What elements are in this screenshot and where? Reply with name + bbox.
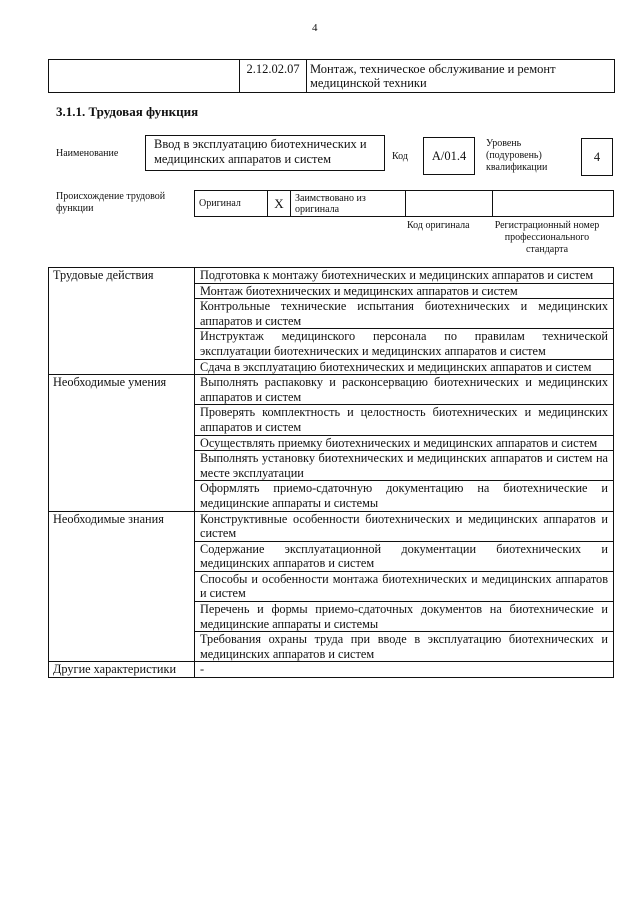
function-name-box: Ввод в эксплуатацию биотехнических и медицинских аппаратов и систем bbox=[145, 135, 385, 171]
item-cell: Требования охраны труда при вводе в эксплуатацию биотехнических и медицинских аппаратов и систем bbox=[195, 632, 614, 662]
item-cell: Осуществлять приемку биотехнических и медицинских аппаратов и систем bbox=[195, 435, 614, 451]
item-cell: Инструктаж медицинского персонала по правилам технической эксплуатации биотехнических и медицинских аппаратов и систем bbox=[195, 329, 614, 359]
level-box: 4 bbox=[581, 138, 613, 176]
item-cell: - bbox=[195, 662, 614, 678]
header-title: Монтаж, техническое обслуживание и ремонт медицинской техники bbox=[307, 60, 615, 93]
table-row bbox=[49, 268, 614, 284]
page-number: 4 bbox=[312, 22, 318, 34]
header-code: 2.12.02.07 bbox=[240, 60, 307, 93]
item-cell: Контрольные технические испытания биотехнических и медицинских аппаратов и систем bbox=[195, 299, 614, 329]
category-cell: Необходимые знания bbox=[49, 511, 195, 662]
item-cell: Оформлять приемо-сдаточную документацию на биотехнические и медицинские аппараты и системы bbox=[195, 481, 614, 511]
item-cell: Проверять комплектность и целостность биотехнических и медицинских аппаратов и систем bbox=[195, 405, 614, 435]
code-original-caption: Код оригинала bbox=[407, 220, 470, 231]
item-cell: Монтаж биотехнических и медицинских аппаратов и систем bbox=[195, 283, 614, 299]
section-title: 3.1.1. Трудовая функция bbox=[56, 104, 199, 119]
level-label: Уровень (подуровень) квалификации bbox=[486, 138, 548, 173]
item-cell: Конструктивные особенности биотехнических и медицинских аппаратов и систем bbox=[195, 511, 614, 541]
category-cell: Другие характеристики bbox=[49, 662, 195, 678]
table-row bbox=[49, 511, 614, 541]
item-cell: Способы и особенности монтажа биотехнических и медицинских аппаратов и систем bbox=[195, 571, 614, 601]
table-row bbox=[49, 375, 614, 405]
item-cell: Подготовка к монтажу биотехнических и медицинских аппаратов и систем bbox=[195, 268, 614, 284]
code-label: Код bbox=[392, 151, 408, 162]
item-cell: Содержание эксплуатационной документации биотехнических и медицинских аппаратов и систем bbox=[195, 541, 614, 571]
function-table bbox=[48, 267, 614, 678]
item-cell: Сдача в эксплуатацию биотехнических и медицинских аппаратов и систем bbox=[195, 359, 614, 375]
origin-table bbox=[194, 190, 614, 217]
item-cell: Выполнять установку биотехнических и медицинских аппаратов и систем на месте эксплуатации bbox=[195, 451, 614, 481]
item-cell: Перечень и формы приемо-сдаточных документов на биотехнические и медицинские аппараты и системы bbox=[195, 602, 614, 632]
code-box: A/01.4 bbox=[423, 137, 475, 175]
table-row bbox=[49, 662, 614, 678]
item-cell: Выполнять распаковку и расконсервацию биотехнических и медицинских аппаратов и систем bbox=[195, 375, 614, 405]
naming-label: Наименование bbox=[56, 148, 119, 159]
original-code-cell bbox=[406, 191, 493, 217]
header-table bbox=[48, 59, 615, 93]
original-mark: X bbox=[268, 191, 291, 217]
original-label: Оригинал bbox=[195, 191, 268, 217]
reg-number-cell bbox=[493, 191, 614, 217]
borrowed-label: Заимствовано из оригинала bbox=[291, 191, 406, 217]
header-empty-cell bbox=[49, 60, 240, 93]
category-cell: Трудовые действия bbox=[49, 268, 195, 375]
origin-label: Происхождение трудовой функции bbox=[56, 191, 166, 214]
reg-number-caption: Регистрационный номер профессионального стандарта bbox=[494, 220, 600, 255]
category-cell: Необходимые умения bbox=[49, 375, 195, 511]
